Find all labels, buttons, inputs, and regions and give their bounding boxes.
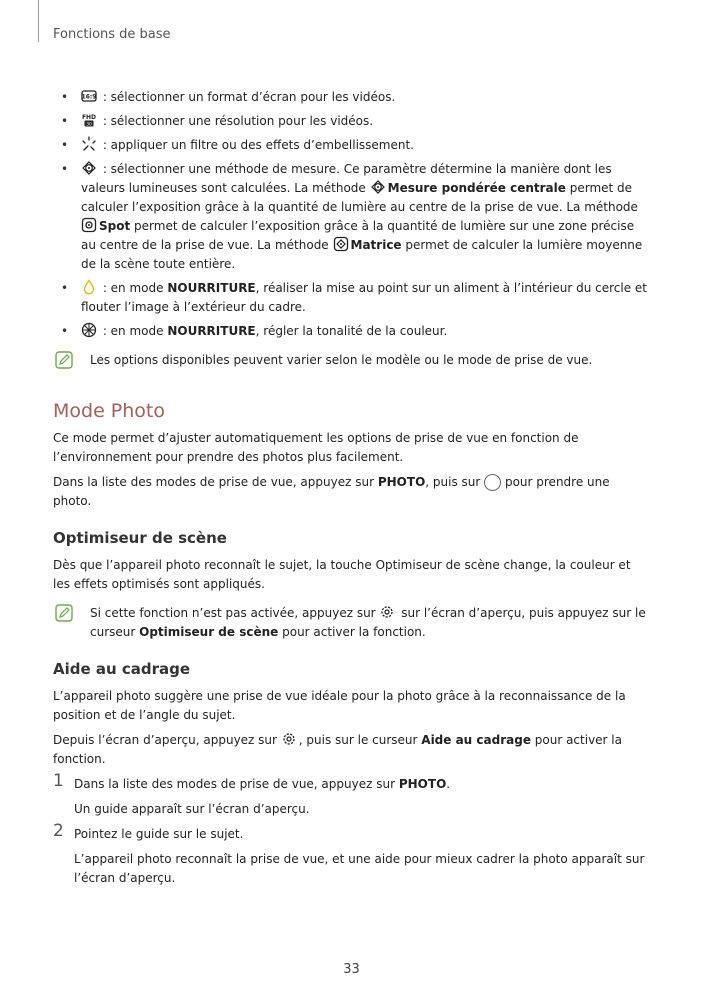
option-list [53,88,649,341]
shutter-button-icon [484,474,501,491]
step-number: 2 [53,821,64,841]
svg-text:16:9: • 16:9 [81,93,97,101]
svg-text:30: 30 [86,122,92,128]
metering-center-weighted-icon [370,179,386,195]
paragraph: L’appareil photo suggère une prise de vue idéale pour la photo grâce à la reconnaissance de la position et de l’angle du sujet. [53,689,626,722]
svg-text:FHD: • FHD [81,114,97,121]
step: 2 Pointez le guide sur le sujet. L’appareil photo reconnaît la prise de vue, et une aide pour mieux cadrer la photo apparaît sur l’écran d’aperçu. [53,821,645,885]
note: Les options disponibles peuvent varier selon le modèle ou le mode de prise de vue. [53,351,649,370]
header-rule [38,0,39,42]
color-tone-icon [81,322,97,338]
subsection-title-cadrage: Aide au cadrage [53,660,191,678]
note: Si cette fonction n’est pas activée, appuyez sur sur l’écran d’aperçu, puis appuyez sur le curseur Optimiseur de scène pour activer la fonction. [53,604,649,642]
note-icon [55,351,73,369]
list-item: • : sélectionner une méthode de mesure. Ce paramètre détermine la manière dont les valeurs lumineuses sont calculées. La méthode Mesure pondérée centrale permet de calculer l’exposition grâce à la quantité de lumière au centre de la prise de vue. La méthode Spot permet de calculer l’exposition grâce à la quantité de lumière sur une zone précise au centre de la prise de vue. La méthode Matrice permet de calculer la lumière moyenne de la scène toute entière. [53,160,649,274]
metering-matrix-icon [333,236,349,252]
settings-gear-icon [281,731,297,747]
list-item: • : en mode NOURRITURE, réaliser la mise au point sur un aliment à l’intérieur du cercle et flouter l’image à l’extérieur du cadre. [53,279,649,317]
note-icon [55,604,73,622]
metering-center-icon [81,160,97,176]
list-item: • FHD 30 : sélectionner une résolution pour les vidéos. [53,112,649,131]
paragraph: Depuis l’écran d’aperçu, appuyez sur , puis sur le curseur Aide au cadrage pour activer la fonction. [53,733,622,766]
section-title-mode-photo: Mode Photo [53,400,166,422]
step: 1 Dans la liste des modes de prise de vue, appuyez sur PHOTO. Un guide apparaît sur l’écran d’aperçu. [53,771,451,816]
step-number: 1 [53,771,64,791]
paragraph: Dès que l’appareil photo reconnaît le sujet, la touche Optimiseur de scène change, la couleur et les effets optimisés sont appliqués. [53,558,631,591]
settings-gear-icon [379,604,395,620]
paragraph: Dans la liste des modes de prise de vue, appuyez sur PHOTO, puis sur pour prendre une photo. [53,475,610,508]
list-item: • : appliquer un filtre ou des effets d’embellissement. [53,136,649,155]
fhd-resolution-icon [81,112,97,128]
page-number: 33 [343,962,360,977]
aspect-ratio-16-9-icon [81,88,97,104]
list-item: • : en mode NOURRITURE, régler la tonalité de la couleur. [53,322,649,341]
subsection-title-optimiseur: Optimiseur de scène [53,529,227,547]
list-item: • 16:9 : sélectionner un format d’écran pour les vidéos. [53,88,649,107]
paragraph: Ce mode permet d’ajuster automatiquement les options de prise de vue en fonction de l’environnement pour prendre des photos plus facilement. [53,431,579,464]
section-header: Fonctions de base [53,27,171,42]
page-content [53,88,649,894]
focus-drop-icon [81,279,97,295]
magic-filter-icon [81,136,97,152]
metering-spot-icon [81,217,97,233]
